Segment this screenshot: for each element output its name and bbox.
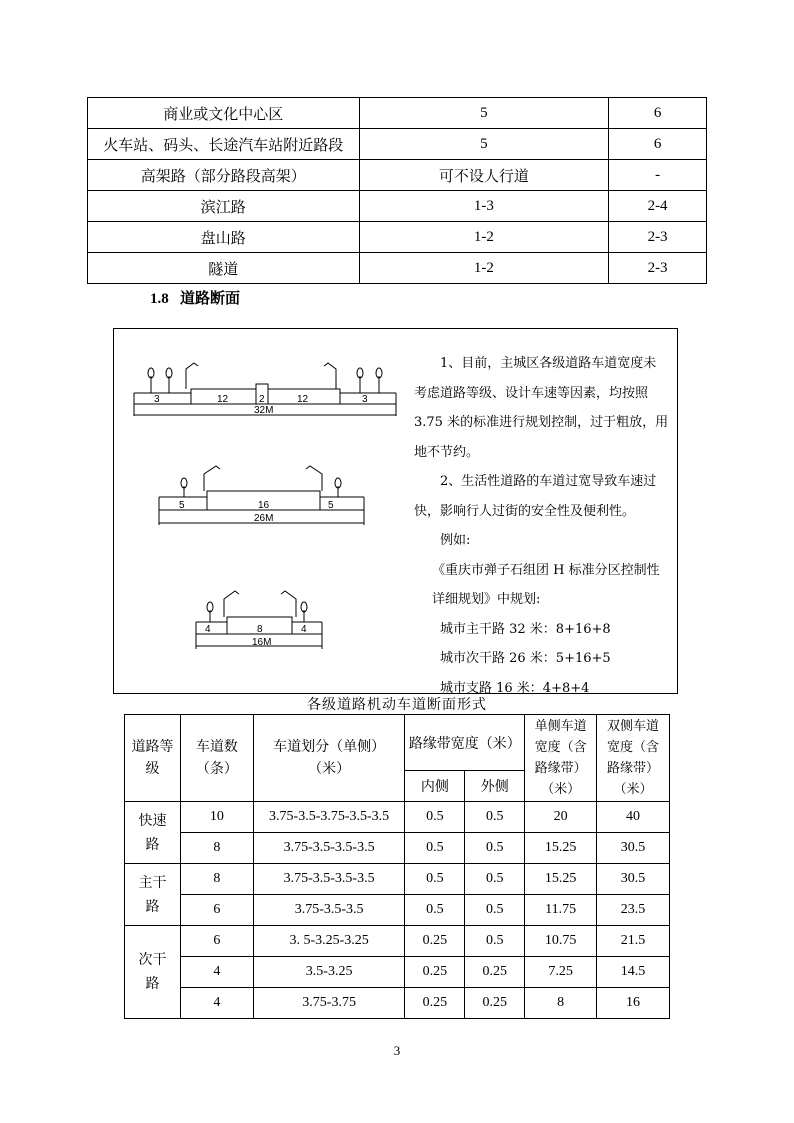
section32-lane-left-label: 12 [217,394,229,405]
table-row [125,957,670,988]
description-secondary-road: 城市次干路 26 米：5+16+5 [440,651,611,666]
table-cell: 3.5-3.25 [253,957,405,988]
road-section-figure [113,328,678,694]
section32-right-label: 3 [362,394,368,405]
header-curb: 路缘带宽度（米） [405,715,525,771]
section26-left-label: 5 [179,500,185,511]
table-row [88,98,707,129]
lane-section-table [124,714,670,1019]
table-cell: 10.75 [525,926,597,957]
section16-mid-label: 8 [257,624,263,635]
table-cell: 0.5 [465,802,525,833]
table-cell: 6 [180,895,253,926]
table-cell: 0.5 [405,833,465,864]
table-cell: 5 [359,129,609,160]
section32-mid-label: 2 [259,394,265,405]
table-cell: 10 [180,802,253,833]
table-cell: 8 [180,864,253,895]
description-example: 例如: [440,533,471,548]
table-cell: 40 [597,802,670,833]
table-row [125,833,670,864]
description-plan-reference: 《重庆市弹子石组团 H 标准分区控制性详细规划》中规划: [432,562,660,607]
table-cell: 8 [180,833,253,864]
table-cell: 6 [180,926,253,957]
section32-lane-right-label: 12 [297,394,309,405]
description-branch-road: 城市支路 16 米：4+8+4 [440,680,590,696]
header-single: 单侧车道宽度（含路缘带）（米） [525,715,597,802]
table-cell: 16 [597,988,670,1019]
table-row [88,191,707,222]
table-cell: 5 [359,98,609,129]
table-cell: 3.75-3.5-3.5 [253,895,405,926]
table-cell: 0.5 [465,833,525,864]
road-grade-cell: 主干路 [125,864,181,926]
table-cell: 1-3 [359,191,609,222]
table-cell: 0.25 [405,988,465,1019]
page-number: 3 [393,1043,401,1058]
table-cell: 0.5 [465,864,525,895]
table-cell: 高架路（部分路段高架） [88,160,360,191]
table-row [125,895,670,926]
table-row [88,160,707,191]
header-outer: 外侧 [465,771,525,802]
table-cell: 1-2 [359,222,609,253]
section16-left-label: 4 [205,624,211,635]
table-cell: 0.5 [405,864,465,895]
table-cell: 23.5 [597,895,670,926]
table-cell: 滨江路 [88,191,360,222]
table-cell: 14.5 [597,957,670,988]
table-row [125,802,670,833]
table-cell: 3.75-3.5-3.5-3.5 [253,833,405,864]
lane-width-table [87,97,707,284]
header-grade: 道路等级 [125,715,181,802]
header-lanes: 车道数（条） [180,715,253,802]
section32-left-label: 3 [154,394,160,405]
description-main-road: 城市主干路 32 米：8+16+8 [440,621,611,637]
table-cell: 20 [525,802,597,833]
section-title: 道路断面 [179,289,240,307]
table-row [88,253,707,284]
section26-right-label: 5 [328,500,334,511]
header-inner: 内侧 [405,771,465,802]
table-cell: 4 [180,988,253,1019]
table-cell: 21.5 [597,926,670,957]
table-cell: 0.25 [465,957,525,988]
table-cell: 隧道 [88,253,360,284]
table-cell: 7.25 [525,957,597,988]
table-cell: 30.5 [597,864,670,895]
table-cell: 3.75-3.5-3.75-3.5-3.5 [253,802,405,833]
table-cell: 1-2 [359,253,609,284]
table-cell: 0.5 [405,802,465,833]
table-cell: 2-3 [609,253,707,284]
table-cell: 15.25 [525,833,597,864]
header-division: 车道划分（单侧）（米） [253,715,405,802]
table-cell: 可不设人行道 [359,160,609,191]
table-cell: 盘山路 [88,222,360,253]
section32-total-label: 32M [254,405,274,416]
table-row [125,926,670,957]
road-grade-cell: 次干路 [125,926,181,1019]
table-cell: 11.75 [525,895,597,926]
table-caption: 各级道路机动车道断面形式 [307,697,487,713]
road-grade-cell: 快速路 [125,802,181,864]
table-cell: 2-4 [609,191,707,222]
table-row [125,988,670,1019]
table-cell: 8 [525,988,597,1019]
table-cell: 0.25 [405,957,465,988]
table-cell: 3.75-3.75 [253,988,405,1019]
table-cell: 0.25 [465,988,525,1019]
description-paragraph-1: 1、目前，主城区各级道路车道宽度未考虑道路等级、设计车速等因素，均按照 3.75 米的标准进行规划控制，过于粗放，用地不节约。 [414,356,669,460]
table-row [125,864,670,895]
table-cell: 火车站、码头、长途汽车站附近路段 [88,129,360,160]
table-cell: 商业或文化中心区 [88,98,360,129]
description-paragraph-2: 2、生活性道路的车道过宽导致车速过快，影响行人过街的安全性及便利性。 [414,474,657,519]
header-double: 双侧车道宽度（含路缘带）（米） [597,715,670,802]
table-cell: 0.5 [465,926,525,957]
section-heading [150,287,240,308]
table-cell: - [609,160,707,191]
section26-total-label: 26M [254,513,274,524]
table-cell: 3.75-3.5-3.5-3.5 [253,864,405,895]
table-cell: 4 [180,957,253,988]
table-cell: 0.5 [465,895,525,926]
section-number: 1.8 [150,291,169,307]
table-cell: 2-3 [609,222,707,253]
table-cell: 6 [609,98,707,129]
table-row [88,129,707,160]
table-cell: 0.25 [405,926,465,957]
figure-description [414,349,669,703]
section26-mid-label: 16 [258,500,270,511]
table-cell: 0.5 [405,895,465,926]
section16-total-label: 16M [252,637,272,648]
table-row [88,222,707,253]
table-cell: 3. 5-3.25-3.25 [253,926,405,957]
section16-right-label: 4 [301,624,307,635]
table-cell: 15.25 [525,864,597,895]
table-cell: 6 [609,129,707,160]
table-cell: 30.5 [597,833,670,864]
